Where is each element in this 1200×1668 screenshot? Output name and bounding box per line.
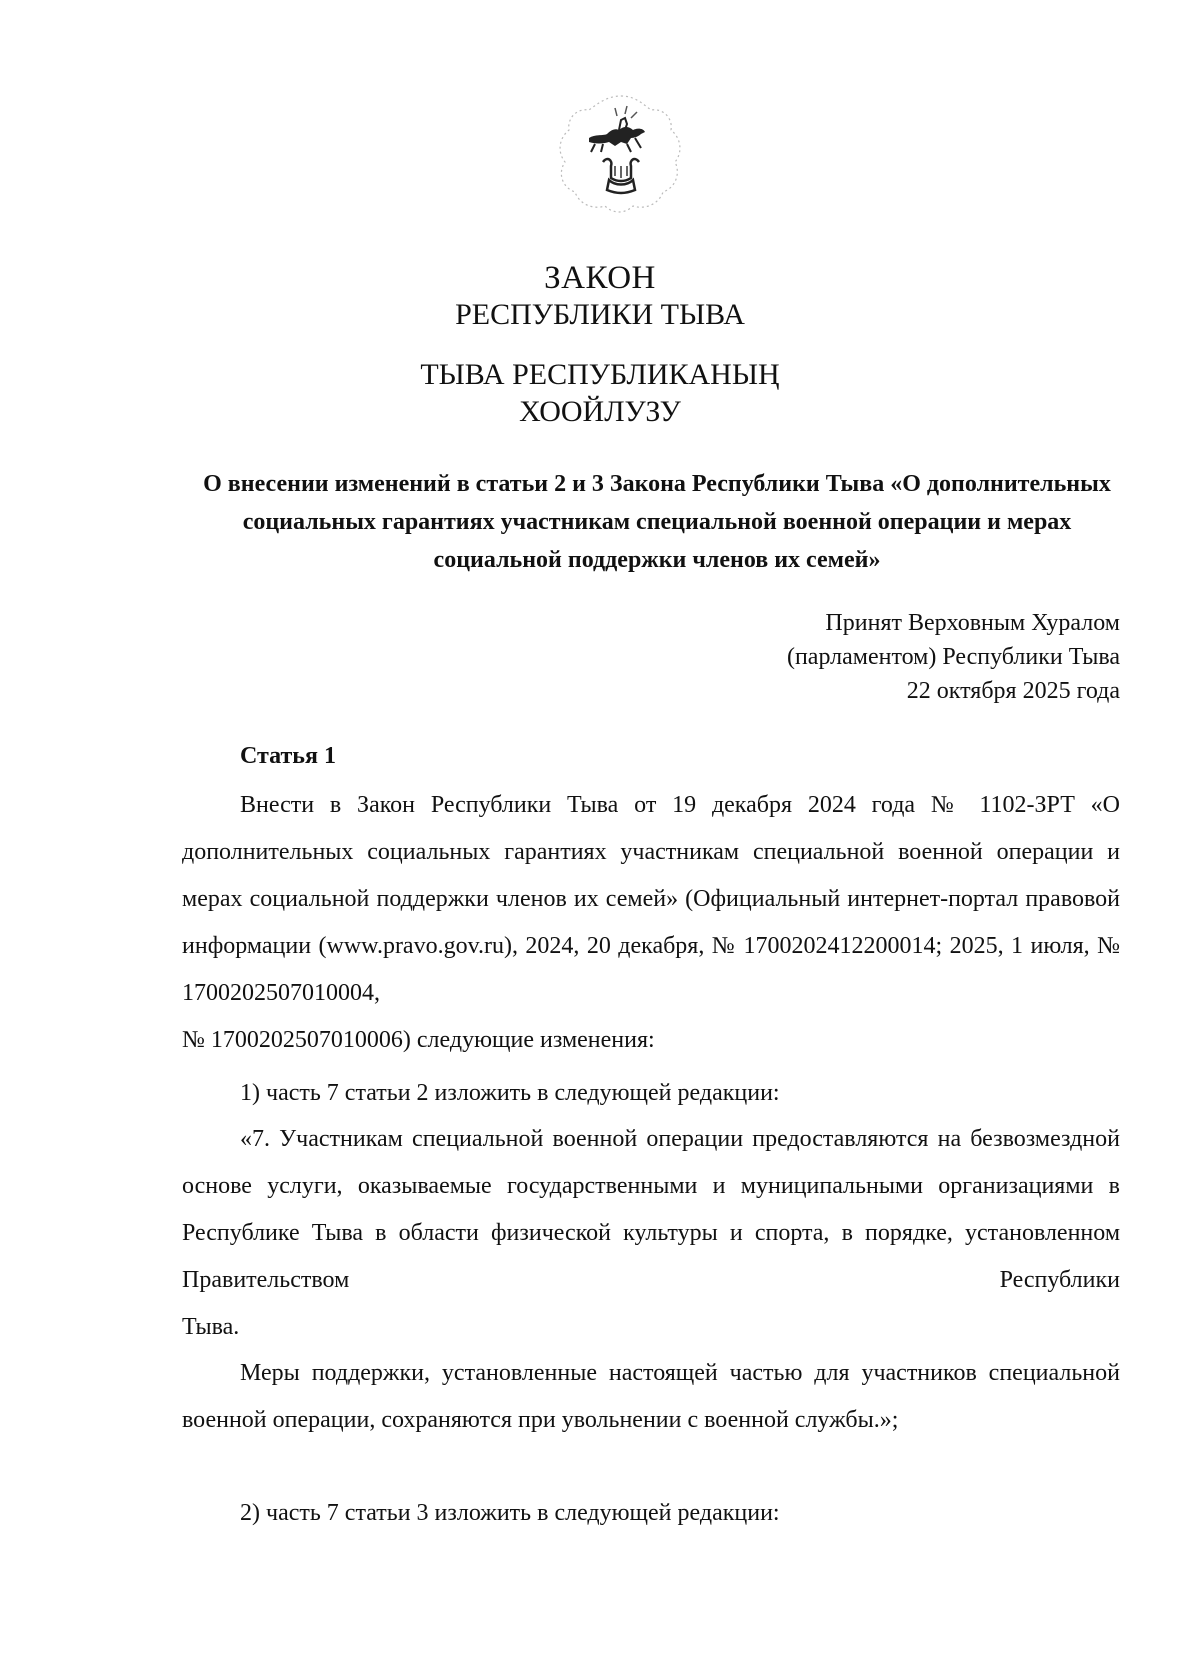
support-measures-text: Меры поддержки, установленные настоящей частью для участников специальной военной операции, сохраняются при увольнении с военной службы.»; — [182, 1360, 1120, 1433]
article-intro-text-end: № 1700202507010006) следующие изменения: — [182, 1027, 655, 1053]
adoption-line-1: Принят Верховным Хуралом — [825, 610, 1120, 636]
article-heading: Статья 1 — [240, 743, 336, 769]
article-intro-paragraph — [182, 782, 1120, 1064]
article-intro-text: Внести в Закон Республики Тыва от 19 декабря 2024 года № 1102-ЗРТ «О дополнительных социальных гарантиях участникам специальной военной операции и мерах социальной поддержки членов их семей» (Официальный интернет-портал правовой информации (www.pravo.gov.ru), 2024, 20 декабря, № 1700202412200014; 2025, 1 июля, № 1700202507010004, — [182, 792, 1120, 1006]
adoption-line-2: (парламентом) Республики Тыва — [786, 644, 1120, 670]
law-title-tv-republic: ТЫВА РЕСПУБЛИКАНЫҢ — [420, 358, 780, 391]
law-title-ru: ЗАКОН — [544, 260, 656, 296]
tuva-coat-of-arms-icon — [555, 90, 687, 222]
amendment-item-2 — [182, 1490, 1120, 1537]
support-measures-paragraph — [182, 1350, 1120, 1444]
quoted-part-7-text-end: Тыва. — [182, 1314, 240, 1340]
quoted-part-7-text: «7. Участникам специальной военной операции предоставляются на безвозмездной основе услуги, оказываемые государственными и муниципальными организациями в Республике Тыва в области физической культуры и спорта, в порядке, установленном Правительством Республики — [182, 1126, 1120, 1293]
amendment-item-2-text: 2) часть 7 статьи 3 изложить в следующей редакции: — [240, 1500, 780, 1526]
law-title-tv: ХООЙЛУЗУ — [519, 395, 681, 428]
law-subject: О внесении изменений в статьи 2 и 3 Закона Республики Тыва «О дополнительных социальных гарантиях участникам специальной военной операции и мерах социальной поддержки членов их семей» — [203, 471, 1111, 573]
amendment-item-1-text: 1) часть 7 статьи 2 изложить в следующей редакции: — [240, 1080, 780, 1106]
adoption-date: 22 октября 2025 года — [906, 678, 1120, 704]
amendment-item-1 — [182, 1070, 1120, 1117]
quoted-part-7 — [182, 1116, 1120, 1351]
adoption-block — [520, 606, 1120, 708]
law-title-ru-republic: РЕСПУБЛИКИ ТЫВА — [455, 298, 745, 331]
